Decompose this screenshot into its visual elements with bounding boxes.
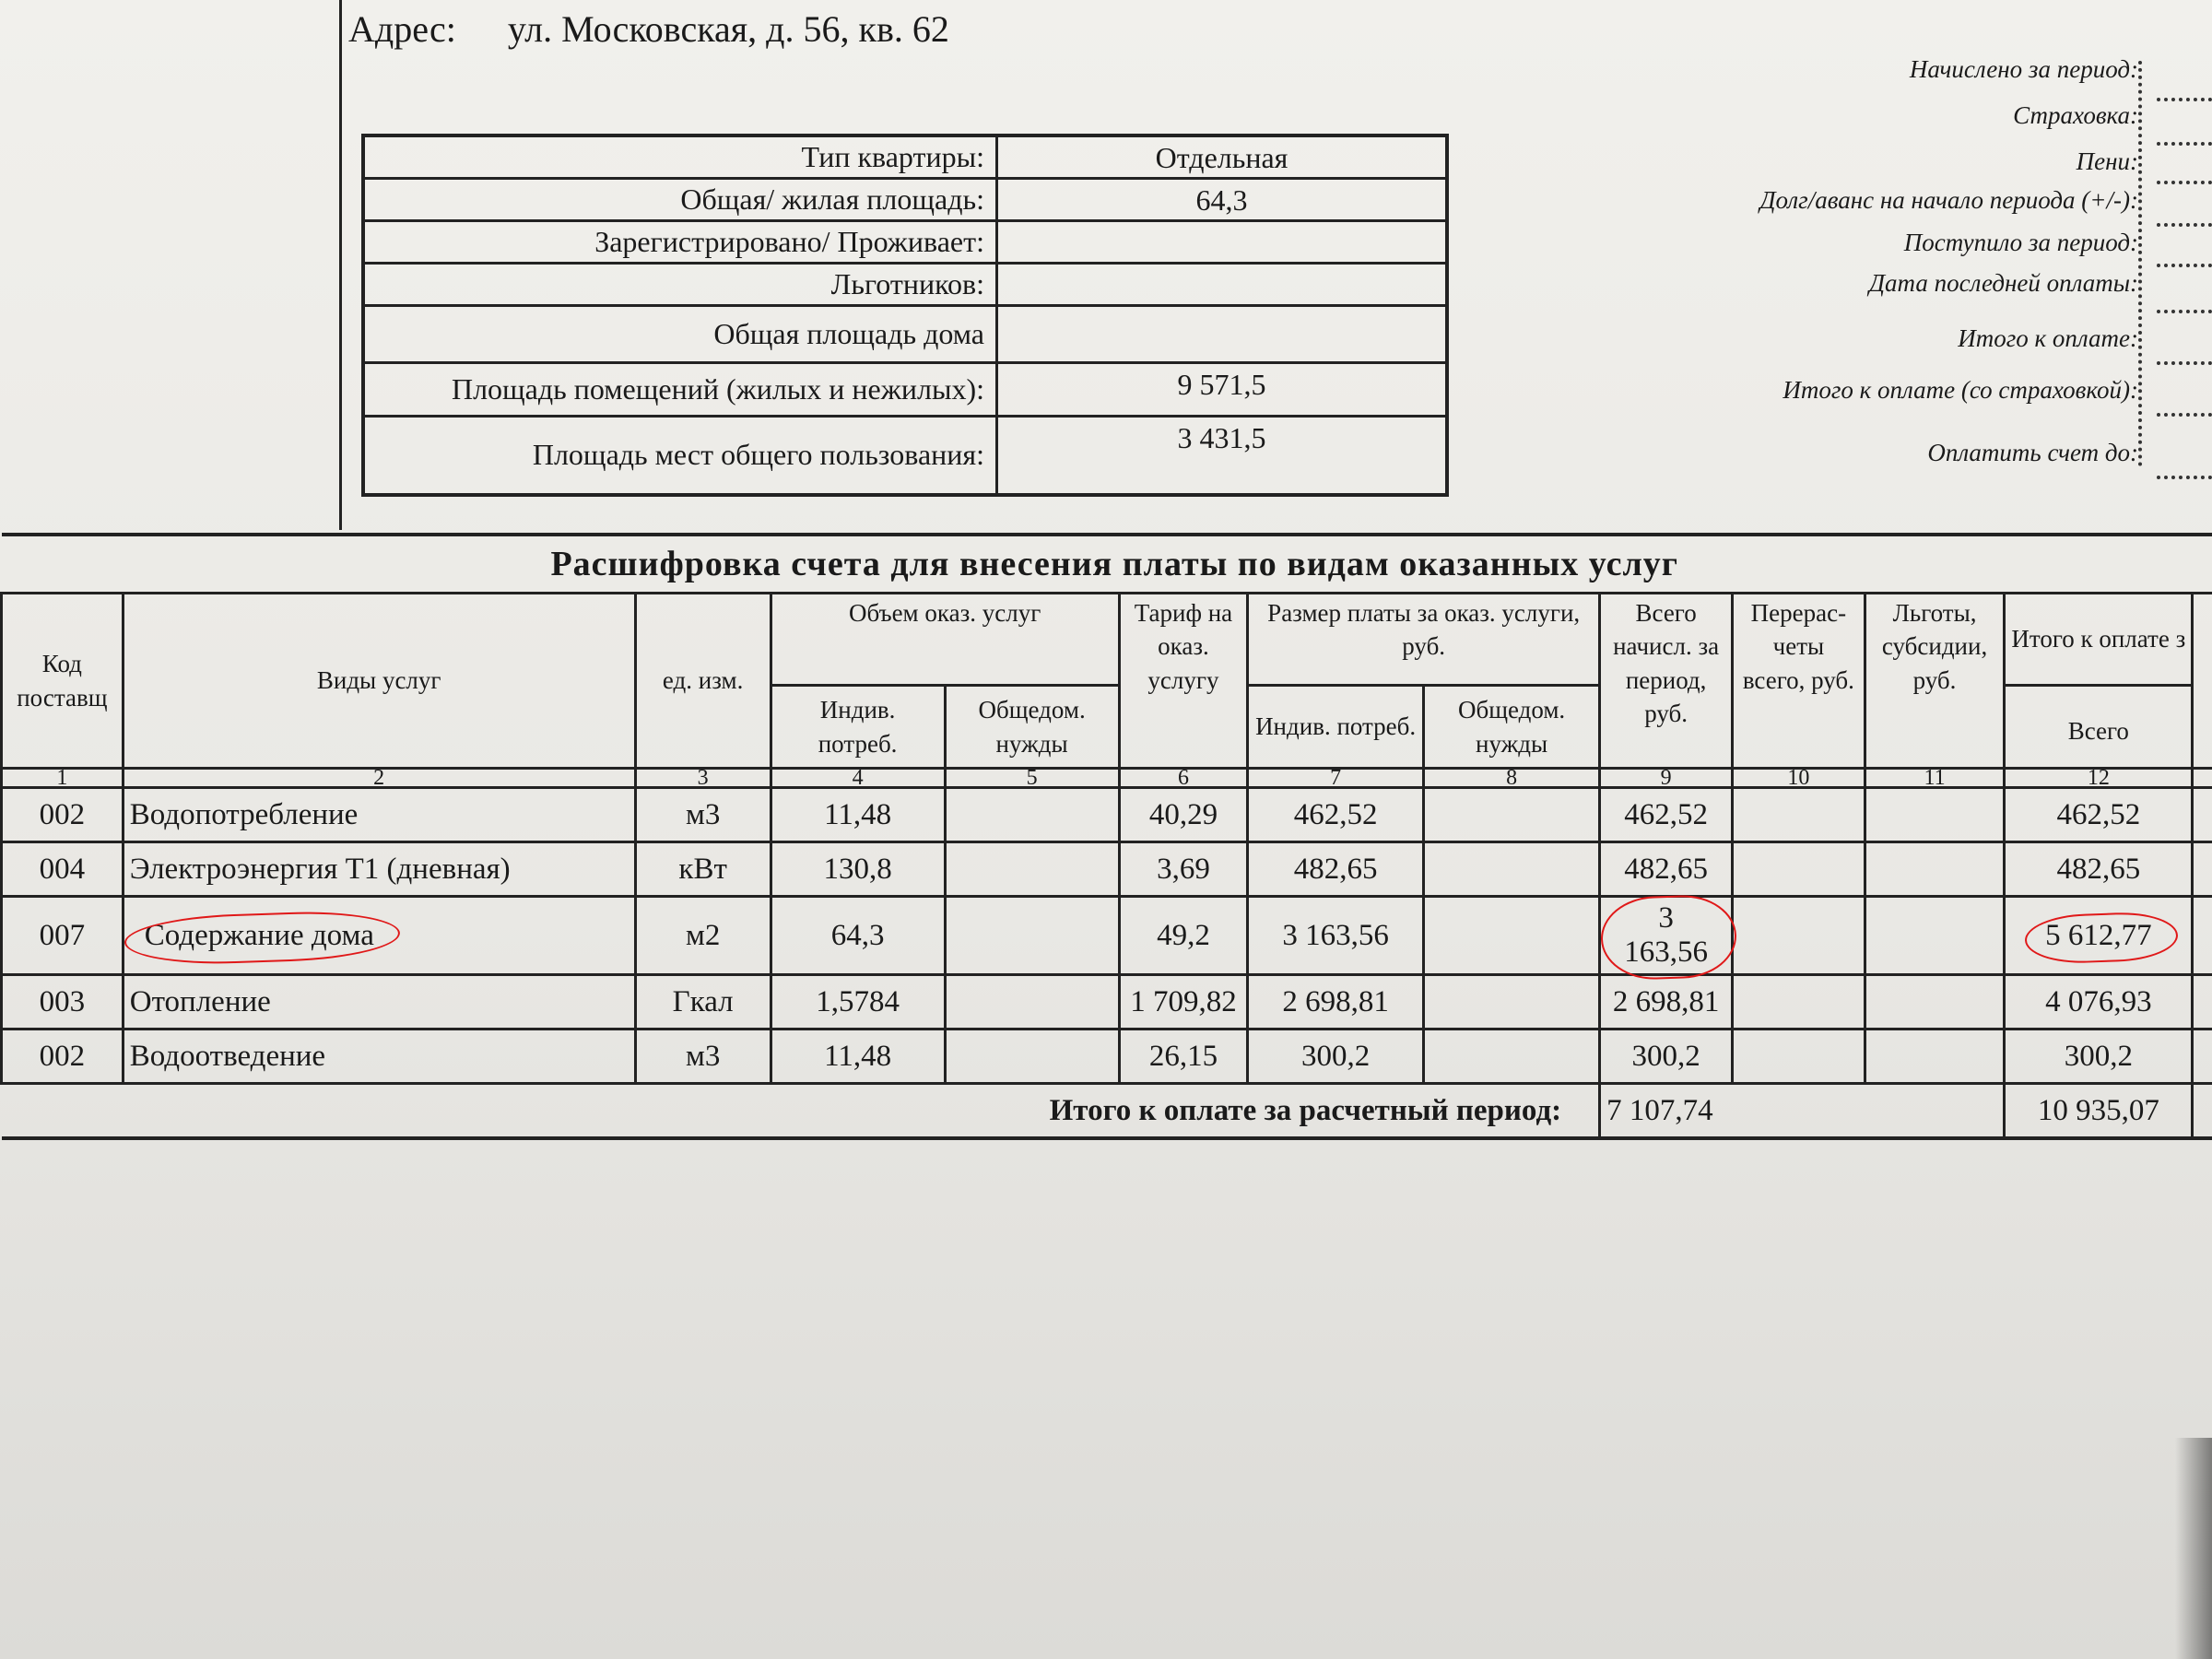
dotted-separator bbox=[2157, 181, 2212, 184]
info-value bbox=[997, 263, 1448, 305]
cell-tariff: 40,29 bbox=[1119, 788, 1248, 842]
header-payment-indiv: Индив. потреб. bbox=[1248, 686, 1424, 769]
table-title-row bbox=[2, 535, 2212, 594]
total-label: Итого к оплате за расчетный период: bbox=[2, 1084, 1600, 1139]
info-row bbox=[363, 362, 1447, 416]
column-number: 7 bbox=[1248, 769, 1424, 788]
column-number: 6 bbox=[1119, 769, 1248, 788]
dotted-separator bbox=[2157, 361, 2212, 365]
cell-pay-indiv: 462,52 bbox=[1248, 788, 1424, 842]
cell-vol-common bbox=[945, 1030, 1119, 1084]
table-title: Расшифровка счета для внесения платы по видам оказанных услуг bbox=[2, 535, 2212, 594]
cell-overflow bbox=[2193, 1084, 2212, 1139]
cell-pay-indiv: 2 698,81 bbox=[1248, 975, 1424, 1030]
cell-pay-common bbox=[1424, 788, 1600, 842]
header-tariff: Тариф на оказ. услугу bbox=[1119, 594, 1248, 769]
info-label: Тип квартиры: bbox=[363, 135, 997, 178]
header-unit: ед. изм. bbox=[635, 594, 771, 769]
cell-pay-common bbox=[1424, 975, 1600, 1030]
cell-vol-common bbox=[945, 897, 1119, 975]
cell-recalc bbox=[1733, 788, 1865, 842]
cell-tariff: 1 709,82 bbox=[1119, 975, 1248, 1030]
total-row bbox=[2, 1084, 2212, 1139]
info-row bbox=[363, 135, 1447, 178]
dotted-separator bbox=[2157, 310, 2212, 313]
cell-recalc bbox=[1733, 897, 1865, 975]
column-number: 3 bbox=[635, 769, 771, 788]
header-overflow bbox=[2193, 594, 2212, 769]
info-row bbox=[363, 178, 1447, 220]
cell-unit: кВт bbox=[635, 842, 771, 897]
dotted-separator bbox=[2157, 98, 2212, 101]
dotted-separator bbox=[2157, 264, 2212, 267]
cell-vol-indiv: 11,48 bbox=[771, 788, 945, 842]
info-row bbox=[363, 305, 1447, 362]
column-number: 9 bbox=[1600, 769, 1733, 788]
cell-code: 003 bbox=[2, 975, 124, 1030]
cell-overflow bbox=[2193, 1030, 2212, 1084]
payment-label: Долг/аванс на начало периода (+/-): bbox=[1759, 186, 2138, 214]
address-line bbox=[348, 7, 949, 51]
cell-pay-common bbox=[1424, 897, 1600, 975]
services-section bbox=[0, 533, 2212, 1140]
header-recalc: Перерас- четы всего, руб. bbox=[1733, 594, 1865, 769]
cell-vol-common bbox=[945, 788, 1119, 842]
cell-overflow bbox=[2193, 975, 2212, 1030]
cell-pay-indiv: 300,2 bbox=[1248, 1030, 1424, 1084]
column-number: 2 bbox=[123, 769, 635, 788]
total-charged: 7 107,74 bbox=[1600, 1084, 2005, 1139]
cell-service: Электроэнергия Т1 (дневная) bbox=[123, 842, 635, 897]
column-number: 1 bbox=[2, 769, 124, 788]
payment-label: Поступило за период: bbox=[1903, 229, 2138, 256]
circled-to-pay: 5 612,77 bbox=[2030, 917, 2167, 955]
cell-total: 462,52 bbox=[1600, 788, 1733, 842]
cell-code: 002 bbox=[2, 1030, 124, 1084]
dotted-separator bbox=[2157, 413, 2212, 417]
info-row bbox=[363, 263, 1447, 305]
header-to-pay: Итого к оплате з bbox=[2005, 594, 2193, 686]
info-label: Общая/ жилая площадь: bbox=[363, 178, 997, 220]
cell-total: 2 698,81 bbox=[1600, 975, 1733, 1030]
cell-service: Отопление bbox=[123, 975, 635, 1030]
cell-pay-common bbox=[1424, 1030, 1600, 1084]
cell-unit: м3 bbox=[635, 1030, 771, 1084]
cell-tariff: 3,69 bbox=[1119, 842, 1248, 897]
cell-benefits bbox=[1865, 1030, 2005, 1084]
cell-pay-indiv: 482,65 bbox=[1248, 842, 1424, 897]
cell-vol-indiv: 64,3 bbox=[771, 897, 945, 975]
column-number: 8 bbox=[1424, 769, 1600, 788]
payment-label: Страховка: bbox=[2013, 101, 2138, 129]
cell-service: Водопотребление bbox=[123, 788, 635, 842]
cell-total bbox=[1600, 897, 1733, 975]
table-row bbox=[2, 975, 2212, 1030]
cell-vol-common bbox=[945, 975, 1119, 1030]
cell-vol-indiv: 1,5784 bbox=[771, 975, 945, 1030]
address-label: Адрес: bbox=[348, 8, 456, 50]
cell-benefits bbox=[1865, 788, 2005, 842]
table-row bbox=[2, 897, 2212, 975]
cell-to-pay: 300,2 bbox=[2005, 1030, 2193, 1084]
cell-unit: Гкал bbox=[635, 975, 771, 1030]
header-volume-indiv: Индив. потреб. bbox=[771, 686, 945, 769]
dotted-separator bbox=[2157, 476, 2212, 479]
total-to-pay: 10 935,07 bbox=[2005, 1084, 2193, 1139]
cell-code: 007 bbox=[2, 897, 124, 975]
info-value: 9 571,5 bbox=[997, 362, 1448, 416]
column-number: 11 bbox=[1865, 769, 2005, 788]
payment-label: Оплатить счет до: bbox=[1927, 439, 2138, 466]
payment-label: Дата последней оплаты: bbox=[1868, 269, 2138, 297]
info-label: Зарегистрировано/ Проживает: bbox=[363, 220, 997, 263]
dotted-separator bbox=[2157, 142, 2212, 146]
header-total-charged: Всего начисл. за период, руб. bbox=[1600, 594, 1733, 769]
cell-total: 482,65 bbox=[1600, 842, 1733, 897]
info-value bbox=[997, 305, 1448, 362]
cell-service: Водоотведение bbox=[123, 1030, 635, 1084]
payment-label: Итого к оплате (со страховкой): bbox=[1783, 376, 2138, 404]
header-benefits: Льготы, субсидии, руб. bbox=[1865, 594, 2005, 769]
header-service: Виды услуг bbox=[123, 594, 635, 769]
cell-to-pay: 462,52 bbox=[2005, 788, 2193, 842]
info-label: Площадь мест общего пользования: bbox=[363, 416, 997, 495]
apartment-info-table bbox=[361, 134, 1449, 497]
payment-label: Итого к оплате: bbox=[1958, 324, 2138, 352]
info-row bbox=[363, 416, 1447, 495]
cell-vol-common bbox=[945, 842, 1119, 897]
section-divider bbox=[339, 0, 342, 530]
circled-service: Содержание дома bbox=[130, 917, 389, 955]
cell-to-pay bbox=[2005, 897, 2193, 975]
header-payment: Размер платы за оказ. услуги, руб. bbox=[1248, 594, 1600, 686]
cell-service bbox=[123, 897, 635, 975]
header-code: Код поставщ bbox=[2, 594, 124, 769]
column-number: 10 bbox=[1733, 769, 1865, 788]
cell-benefits bbox=[1865, 842, 2005, 897]
cell-unit: м2 bbox=[635, 897, 771, 975]
cell-tariff: 26,15 bbox=[1119, 1030, 1248, 1084]
table-row bbox=[2, 842, 2212, 897]
header-volume-common: Общедом. нужды bbox=[945, 686, 1119, 769]
header-volume: Объем оказ. услуг bbox=[771, 594, 1119, 686]
info-label: Площадь помещений (жилых и нежилых): bbox=[363, 362, 997, 416]
cell-pay-indiv: 3 163,56 bbox=[1248, 897, 1424, 975]
cell-vol-indiv: 130,8 bbox=[771, 842, 945, 897]
payment-label: Пени: bbox=[2076, 147, 2138, 175]
cell-pay-common bbox=[1424, 842, 1600, 897]
info-label: Льготников: bbox=[363, 263, 997, 305]
column-number: 5 bbox=[945, 769, 1119, 788]
circled-total: 3 163,56 bbox=[1606, 900, 1725, 971]
cell-to-pay: 4 076,93 bbox=[2005, 975, 2193, 1030]
cell-overflow bbox=[2193, 788, 2212, 842]
info-row bbox=[363, 220, 1447, 263]
cell-vol-indiv: 11,48 bbox=[771, 1030, 945, 1084]
dotted-separator bbox=[2157, 223, 2212, 227]
cell-benefits bbox=[1865, 897, 2005, 975]
column-number: 4 bbox=[771, 769, 945, 788]
cell-tariff: 49,2 bbox=[1119, 897, 1248, 975]
cell-total: 300,2 bbox=[1600, 1030, 1733, 1084]
header-to-pay-total: Всего bbox=[2005, 686, 2193, 769]
info-value: Отдельная bbox=[997, 135, 1448, 178]
cell-overflow bbox=[2193, 842, 2212, 897]
address-value: ул. Московская, д. 56, кв. 62 bbox=[507, 8, 949, 50]
info-value bbox=[997, 220, 1448, 263]
column-number-overflow bbox=[2193, 769, 2212, 788]
cell-benefits bbox=[1865, 975, 2005, 1030]
cell-to-pay: 482,65 bbox=[2005, 842, 2193, 897]
header-payment-common: Общедом. нужды bbox=[1424, 686, 1600, 769]
cell-code: 004 bbox=[2, 842, 124, 897]
info-value: 64,3 bbox=[997, 178, 1448, 220]
cell-recalc bbox=[1733, 842, 1865, 897]
info-value: 3 431,5 bbox=[997, 416, 1448, 495]
table-row bbox=[2, 1030, 2212, 1084]
services-table bbox=[0, 533, 2212, 1140]
column-number-row bbox=[2, 769, 2212, 788]
cell-recalc bbox=[1733, 1030, 1865, 1084]
info-label: Общая площадь дома bbox=[363, 305, 997, 362]
cell-recalc bbox=[1733, 975, 1865, 1030]
cell-overflow bbox=[2193, 897, 2212, 975]
header-row bbox=[2, 594, 2212, 686]
payment-label: Начислено за период: bbox=[1909, 55, 2138, 83]
cell-unit: м3 bbox=[635, 788, 771, 842]
table-row bbox=[2, 788, 2212, 842]
column-number: 12 bbox=[2005, 769, 2193, 788]
table-edge-shadow bbox=[2175, 1438, 2212, 1659]
cell-code: 002 bbox=[2, 788, 124, 842]
